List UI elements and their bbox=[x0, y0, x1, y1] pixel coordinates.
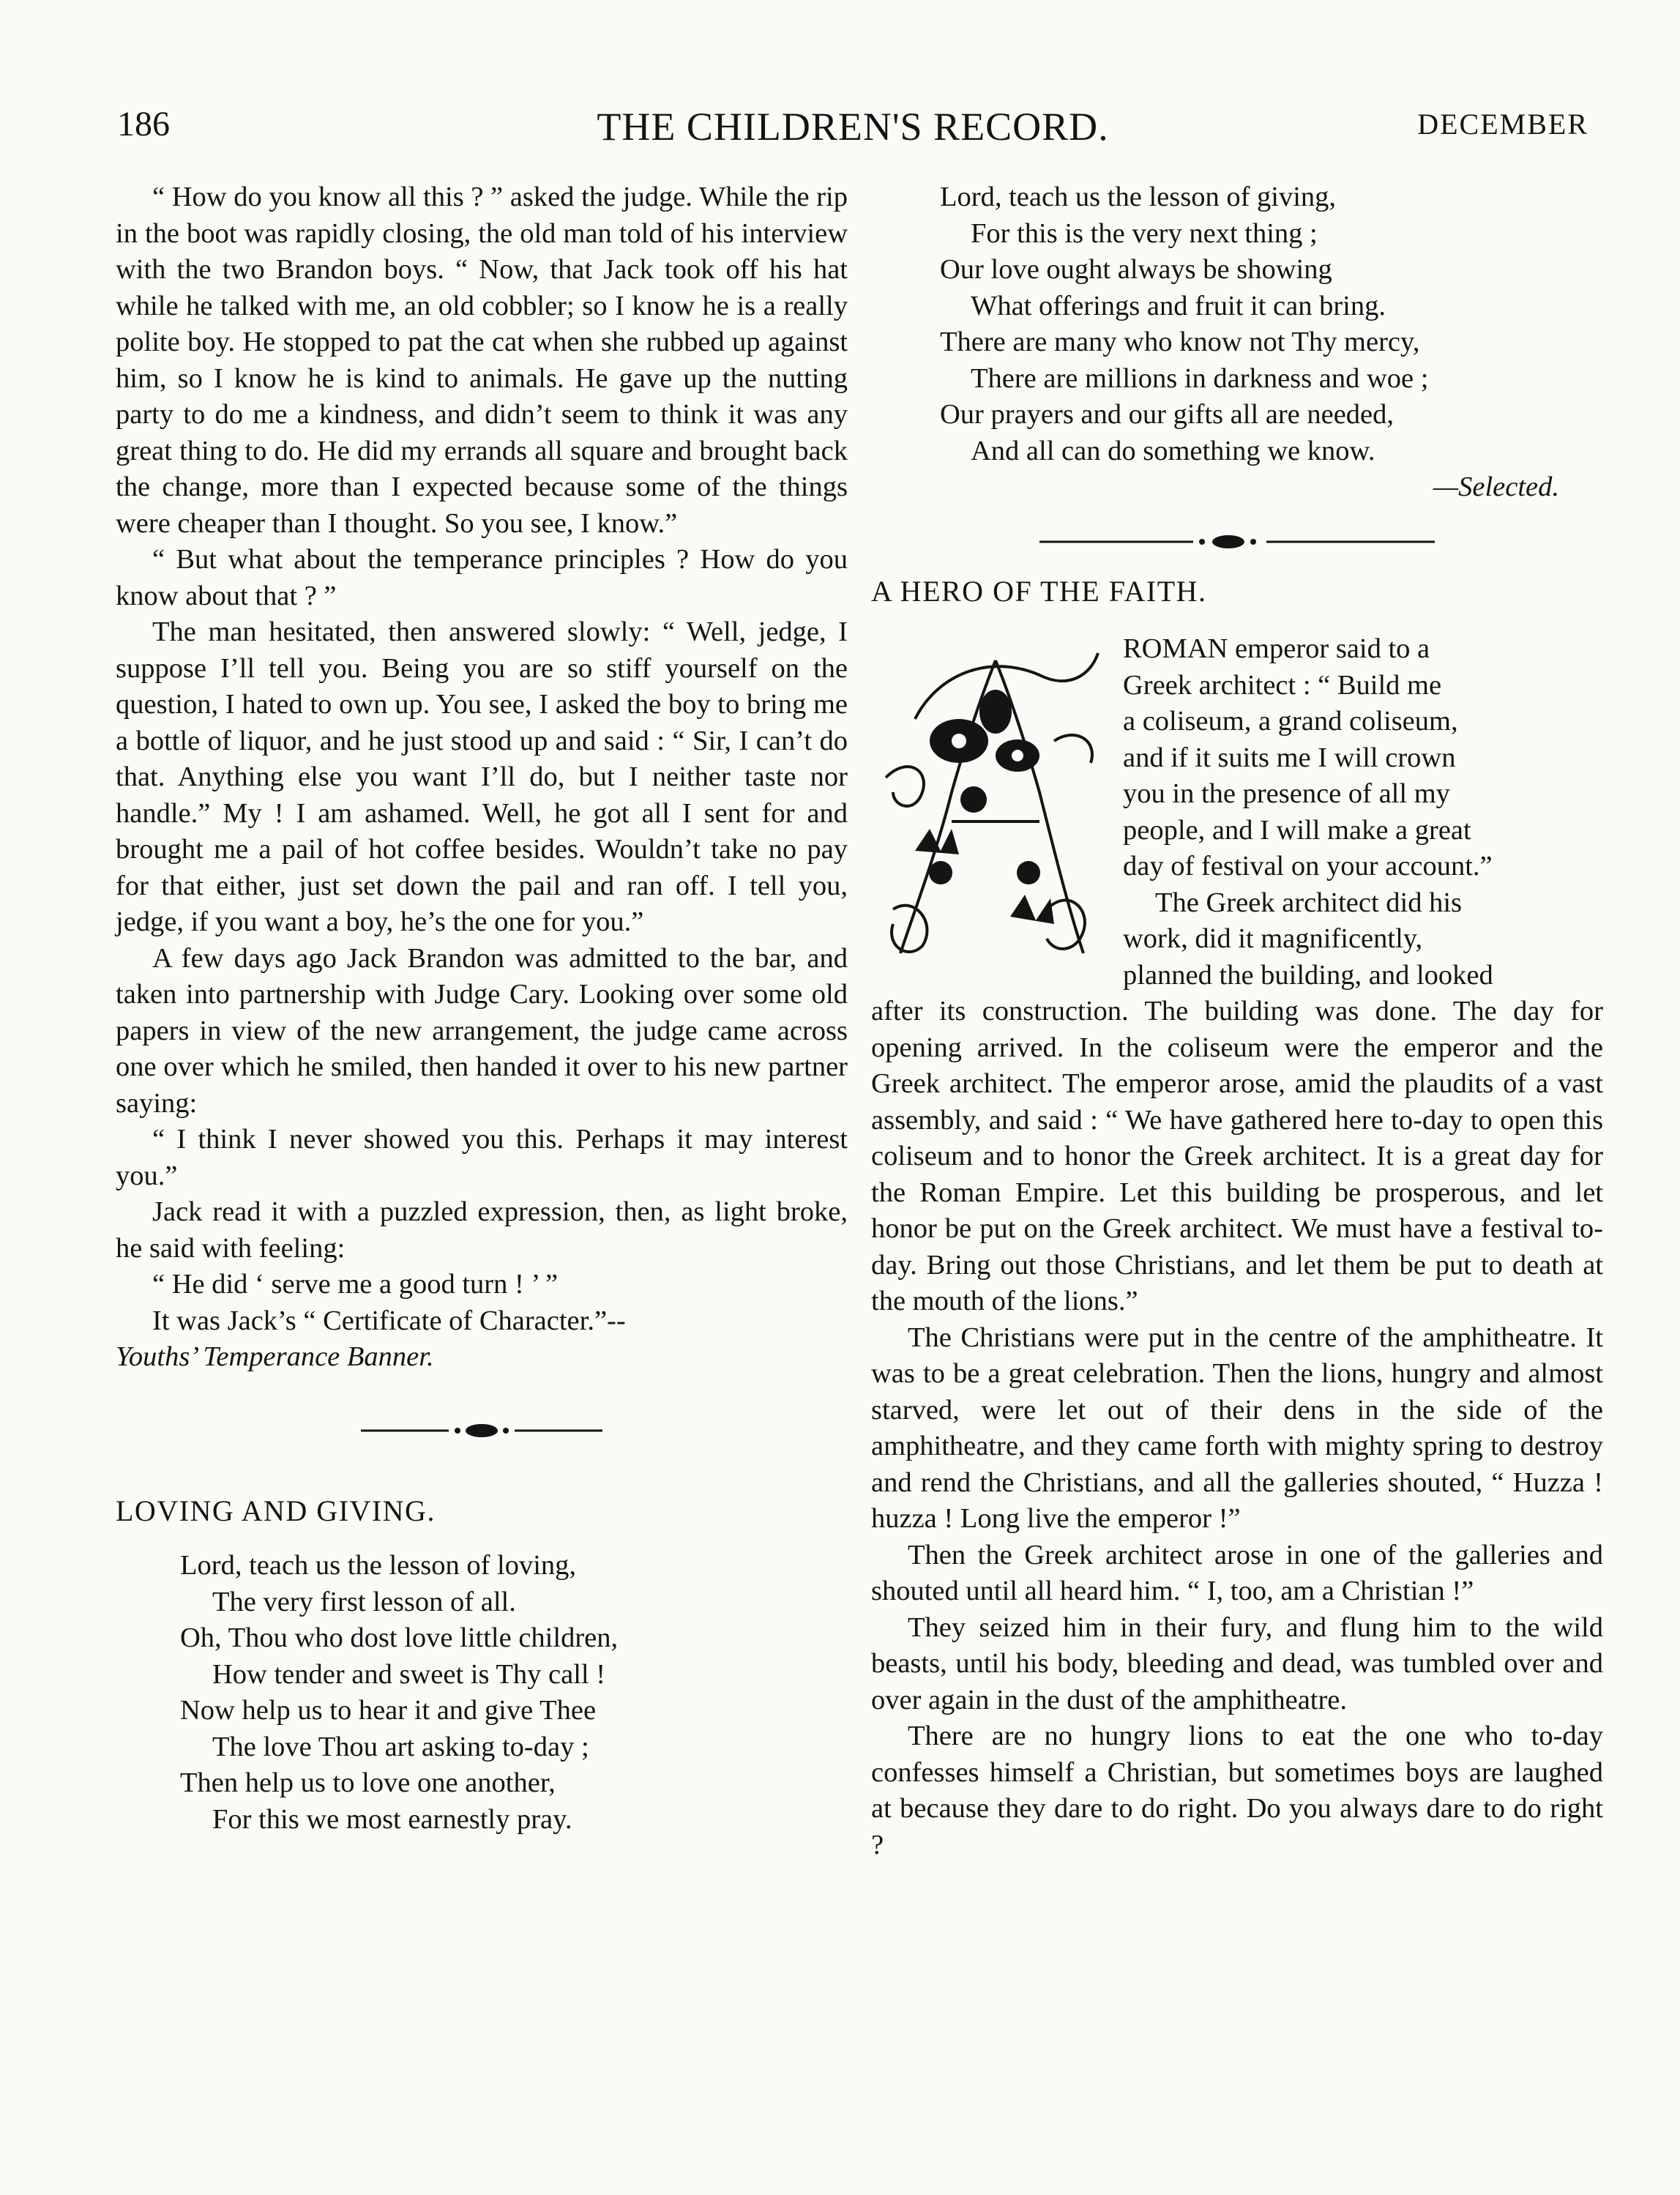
dropcap-line: The Greek architect did his bbox=[1155, 887, 1463, 918]
dropcap-line: and if it suits me I will crown bbox=[1123, 742, 1456, 773]
poem-source: —Selected. bbox=[1433, 472, 1559, 502]
poem-line: What offerings and fruit it can bring. bbox=[971, 290, 1386, 321]
poem-line: Then help us to love one another, bbox=[180, 1767, 556, 1798]
dropcap-line: you in the presence of all my bbox=[1123, 778, 1450, 809]
poem-line: For this we most earnestly pray. bbox=[212, 1803, 572, 1835]
poem-loving-and-giving bbox=[116, 1548, 848, 1838]
poem-line: Lord, teach us the lesson of giving, bbox=[940, 182, 1337, 212]
story-source: Youths’ Temperance Banner. bbox=[116, 1341, 434, 1372]
dropcap-line: work, did it magnificently, bbox=[1123, 923, 1423, 954]
article-paragraph: There are no hungry lions to eat the one who to-day confesses himself a Christian, but sometimes boys are laughed at because they dare to do right. Do you always dare to do right ? bbox=[871, 1721, 1603, 1860]
article-paragraph: after its construction. The building was done. The day for opening arrived. In the coliseum were the emperor and the Greek architect. The emperor arose, amid the plaudits of a vast assembly, and said : “ We have gathered here to-day to open this coliseum and to honor the Greek architect. It is a great day for the Roman Empire. Let this building be prosperous, and let honor be put on the Greek architect. We must have a festival to-day. Bring out those Christians, and let them be put to death at the mouth of the lions.” bbox=[871, 996, 1603, 1316]
article-paragraph: Then the Greek architect arose in one of the galleries and shouted until all heard him. “ I, too, am a Christian !” bbox=[871, 1539, 1603, 1606]
poem-line: And all can do something we know. bbox=[971, 435, 1375, 466]
story-paragraph: The man hesitated, then answered slowly: “ Well, jedge, I suppose I’ll tell you. Being you are so stiff yourself on the question, I hated to own up. You see, I asked the boy to bring me a bottle of liquor, and he just stood up and said : “ Sir, I can’t do that. Anything else you want I’ll do, but I neither taste nor handle.” My ! I am ashamed. Well, he got all I sent for and brought me a pail of hot coffee besides. Wouldn’t take no pay for that either, just set down the pail and ran off. I tell you, jedge, if you want a boy, he’s the one for you.” bbox=[116, 616, 848, 937]
poem-line: Oh, Thou who dost love little children, bbox=[180, 1622, 619, 1653]
ornamental-divider bbox=[361, 1420, 602, 1442]
left-column bbox=[116, 179, 848, 1838]
dropcap-line: a coliseum, a grand coliseum, bbox=[1123, 706, 1458, 737]
poem-title: LOVING AND GIVING. bbox=[116, 1494, 436, 1527]
poem-line: How tender and sweet is Thy call ! bbox=[212, 1658, 606, 1690]
dropcap-line: ROMAN emperor said to a bbox=[1123, 633, 1430, 664]
story-paragraph: It was Jack’s “ Certificate of Character.”-- bbox=[152, 1305, 626, 1336]
poem-line: There are many who know not Thy mercy, bbox=[940, 327, 1420, 357]
poem-line: The very first lesson of all. bbox=[212, 1586, 516, 1617]
story-paragraph: “ He did ‘ serve me a good turn ! ’ ” bbox=[152, 1269, 559, 1300]
story-paragraph: “ But what about the temperance principles ? How do you know about that ? ” bbox=[116, 544, 848, 611]
poem-line: There are millions in darkness and woe ; bbox=[971, 362, 1429, 394]
issue-month: DECEMBER bbox=[1417, 108, 1588, 141]
poem-line: For this is the very next thing ; bbox=[971, 217, 1318, 249]
ornamental-divider bbox=[1039, 531, 1435, 553]
story-paragraph: “ How do you know all this ? ” asked the judge. While the rip in the boot was rapidly closing, the old man told of his interview with the two Brandon boys. “ Now, that Jack took off his hat while he talked with me, an old cobbler; so I know he is a really polite boy. He stopped to pat the cat when she rubbed up against him, so I know he is kind to animals. He gave up the nutting party to do me a kindness, and didn’t seem to think it was any great thing to do. He did my errands all square and brought back the change, more than I expected because some of the things were cheaper than I thought. So you see, I know.” bbox=[116, 182, 848, 539]
poem-line: Lord, teach us the lesson of loving, bbox=[180, 1550, 577, 1581]
publication-title: THE CHILDREN'S RECORD. bbox=[597, 105, 1109, 149]
article-paragraph: The Christians were put in the centre of the amphitheatre. It was to be a great celebration. Then the lions, hungry and almost starved, were let out of their dens in the side of the amphitheatre, and they came forth with mighty spring to destroy and rend the Christians, and all the galleries shouted, “ Huzza ! huzza ! Long live the emperor !” bbox=[871, 1322, 1603, 1534]
right-column bbox=[871, 179, 1603, 1863]
dropcap-line: day of festival on your account.” bbox=[1123, 851, 1493, 882]
story-paragraph: Jack read it with a puzzled expression, then, as light broke, he said with feeling: bbox=[116, 1196, 848, 1264]
poem-line: Our prayers and our gifts all are needed, bbox=[940, 399, 1395, 430]
poem-line: Our love ought always be showing bbox=[940, 254, 1332, 285]
article-opening bbox=[871, 631, 1603, 994]
story-paragraph: A few days ago Jack Brandon was admitted to the bar, and taken into partnership with Judge Cary. Looking over some old papers in view of the new arrangement, the judge came across one over which he smiled, then handed it over to his new partner saying: bbox=[116, 942, 848, 1119]
page-header bbox=[117, 104, 1588, 155]
story-paragraph: “ I think I never showed you this. Perhaps it may interest you.” bbox=[116, 1124, 848, 1191]
poem-line: Now help us to hear it and give Thee bbox=[180, 1695, 597, 1726]
ornamental-dropcap bbox=[871, 631, 1113, 975]
dropcap-line: Greek architect : “ Build me bbox=[1123, 669, 1442, 701]
dropcap-line: people, and I will make a great bbox=[1123, 814, 1471, 846]
page-number: 186 bbox=[117, 105, 170, 144]
article-paragraph: They seized him in their fury, and flung him to the wild beasts, until his body, bleeding and dead, was tumbled over and over again in the dust of the amphitheatre. bbox=[871, 1611, 1603, 1715]
poem-line: The love Thou art asking to-day ; bbox=[212, 1731, 589, 1762]
dropcap-line: planned the building, and looked bbox=[1123, 959, 1493, 991]
article-title: A HERO OF THE FAITH. bbox=[871, 574, 1207, 608]
poem-continued bbox=[871, 179, 1603, 506]
